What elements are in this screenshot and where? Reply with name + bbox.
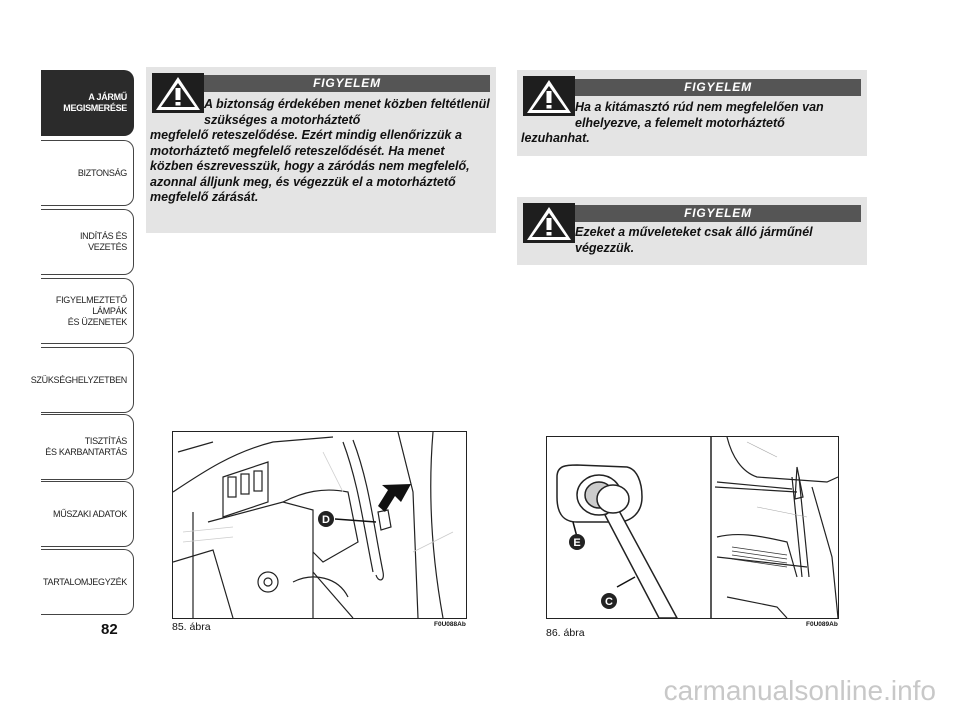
warning-box-support-rod	[517, 70, 867, 156]
warning-text: A biztonság érdekében menet közben feltétlenül szükséges a motorháztető megfelelő reteszelődése. Ezért mindig ellenőrizzük a motorháztető megfelelő reteszelődését. Ha menet közben észrevesszük, hogy a záródás nem megfelelő, azonnal álljunk meg, és végezzük el a motorháztető megfelelő zárását.	[150, 97, 490, 204]
warning-text: Ezeket a műveleteket csak álló járműnél végezzük.	[575, 225, 813, 255]
figure-85-code: F0U088Ab	[434, 621, 466, 628]
tab-biztonsag[interactable]: BIZTONSÁG	[41, 140, 134, 206]
warning-text: Ha a kitámasztó rúd nem megfelelően van elhelyezve, a felemelt motorháztető lezuhanhat.	[521, 100, 824, 145]
support-rod-illustration	[547, 437, 838, 618]
warning-box-hood-locking	[146, 67, 496, 233]
figure-86-support-rod	[546, 436, 839, 619]
arrow-indicator	[378, 484, 411, 512]
engine-bay-illustration	[173, 432, 466, 618]
warning-box-stationary-vehicle	[517, 197, 867, 265]
tab-figyelmezteto-lampak[interactable]: FIGYELMEZTETŐ LÁMPÁK ÉS ÜZENETEK	[41, 278, 134, 344]
watermark: carmanualsonline.info	[663, 675, 936, 706]
tab-a-jarmu-megismerese[interactable]: A JÁRMŰ MEGISMERÉSE	[41, 70, 134, 136]
tab-muszaki-adatok[interactable]: MŰSZAKI ADATOK	[41, 481, 134, 547]
callout-c: C	[605, 596, 613, 608]
figure-85-label: 85. ábra	[172, 621, 211, 633]
figure-85-engine-bay	[172, 431, 467, 619]
warning-header: FIGYELEM	[575, 205, 861, 222]
tab-tisztitas-es-karbantartas[interactable]: TISZTÍTÁS ÉS KARBANTARTÁS	[41, 414, 134, 480]
tab-inditas-es-vezetes[interactable]: INDÍTÁS ÉS VEZETÉS	[41, 209, 134, 275]
warning-header: FIGYELEM	[575, 79, 861, 96]
callout-d: D	[322, 514, 330, 526]
tab-tartalomjegyzek[interactable]: TARTALOMJEGYZÉK	[41, 549, 134, 615]
page-number: 82	[101, 621, 118, 638]
figure-86-code: F0U089Ab	[806, 621, 838, 628]
warning-header: FIGYELEM	[204, 75, 490, 92]
callout-e: E	[573, 537, 581, 549]
figure-86-label: 86. ábra	[546, 627, 585, 639]
tab-szukseghelyzetben[interactable]: SZÜKSÉGHELYZETBEN	[41, 347, 134, 413]
